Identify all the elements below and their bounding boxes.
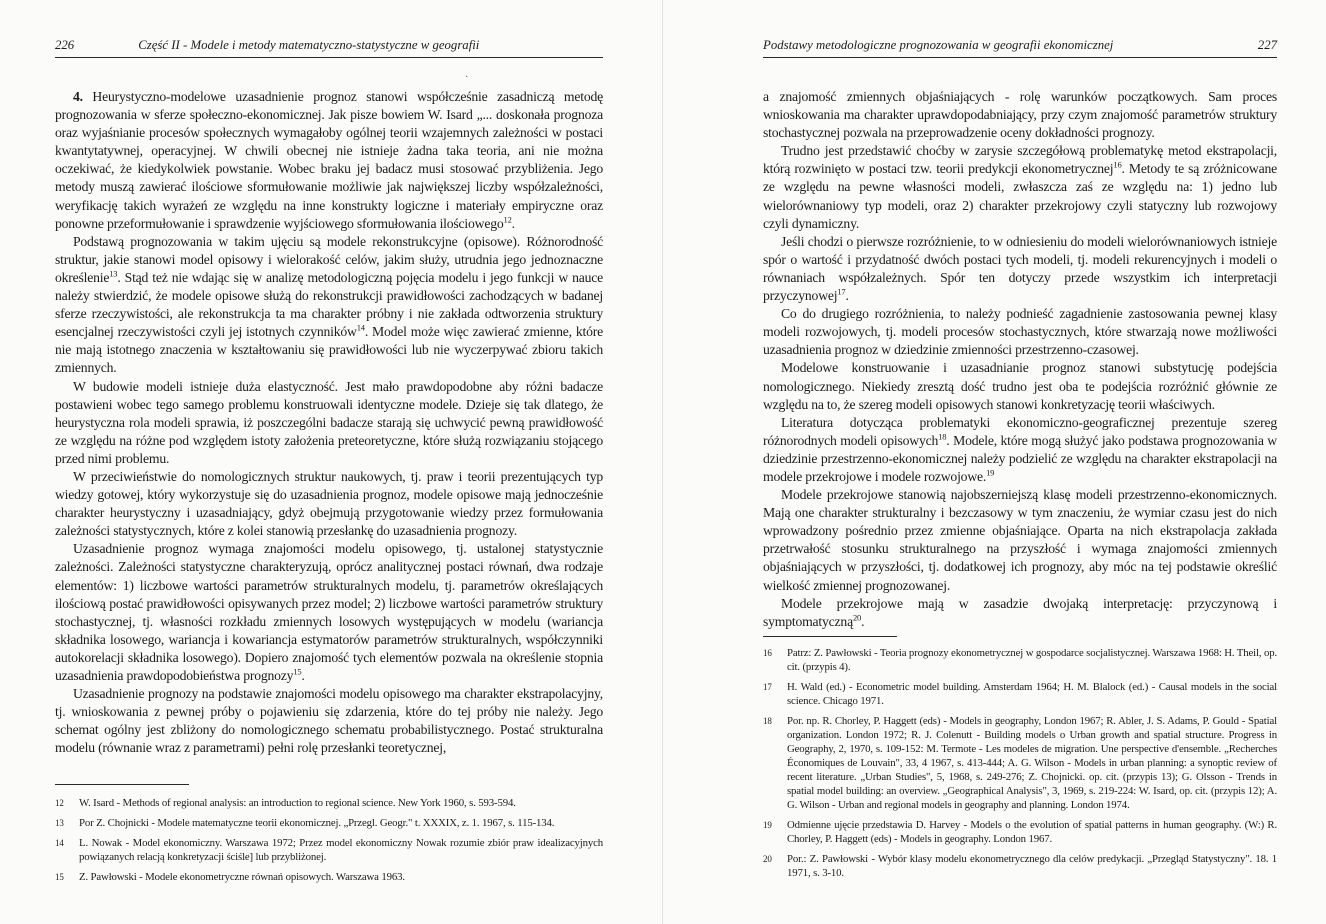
- footnote-ref[interactable]: 18: [938, 431, 947, 442]
- footnote-number: 16: [763, 648, 772, 658]
- footnote: [55, 870, 603, 884]
- footnote-text: H. Wald (ed.) - Econometric model building. Amsterdam 1964; H. M. Blalock (ed.) - Causal models in the social science. Chicago 1971.: [787, 681, 1277, 707]
- right-footnotes: [763, 646, 1277, 886]
- paragraph: Literatura dotycząca problematyki ekonomiczno-geograficznej prezentuje szereg różnorodnych modeli opisowych$^{18}$. Modele, które mogą służyć jako podstawa prognozowania w dziedzinie przestrzenno-ekonomicznej należy podzielić ze względu na charakter ekstrapolacji na modele przekrojowe i modele rozwojowe.$^{19}$: [763, 414, 1277, 484]
- paragraph: Trudno jest przedstawić choćby w zarysie szczegółową problematykę metod ekstrapolacji, którą rozwinięto w postaci tzw. teorii predykcji ekonometrycznej$^{16}$. Metody te są zróżnicowane ze względu na pewne własności modeli, zwłaszcza zaś ze względu na: 1) jedno lub wielorównaniowy typ modeli, oraz 2) charakter przekrojowy czyli statyczny lub rozwojowy czyli dynamiczny.: [763, 143, 1277, 231]
- left-footnotes: [55, 796, 603, 890]
- footnote-ref[interactable]: 20: [852, 612, 862, 623]
- footnote-ref[interactable]: 17: [837, 286, 846, 297]
- section-number: 4.: [73, 89, 93, 104]
- footnote-text: Z. Pawłowski - Modele ekonometryczne równań opisowych. Warszawa 1963.: [79, 871, 405, 883]
- footnote-ref[interactable]: 15: [293, 666, 302, 677]
- footnote-text: Por Z. Chojnicki - Modele matematyczne teorii ekonomicznej. „Przegl. Geogr." t. XXXIX, z. 1. 1967, s. 115-134.: [79, 817, 555, 829]
- footnote-text: L. Nowak - Model ekonomiczny. Warszawa 1972; Przez model ekonomiczny Nowak rozumie zbiór praw idealizacyjnych powiązanych relacją konkretyzacji ściśle] lub przybliżonej.: [79, 837, 603, 863]
- footnote-number: 12: [55, 798, 64, 808]
- right-body-text: [763, 88, 1277, 631]
- footnote-number: 19: [763, 820, 772, 830]
- footnote-text: Por.: Z. Pawłowski - Wybór klasy modelu ekonometrycznego dla celów predykacji. „Przegląd Statystyczny". 18. 1 1971, s. 3-10.: [787, 853, 1277, 879]
- left-footnote-rule: [55, 784, 189, 785]
- footnote: [55, 796, 603, 810]
- footnote: [55, 816, 603, 830]
- footnote: [763, 852, 1277, 880]
- footnote: [763, 714, 1277, 812]
- footnote-number: 17: [763, 682, 772, 692]
- paragraph: Co do drugiego rozróżnienia, to należy podnieść zagadnienie zastosowania pewnej klasy modeli rozwojowych, tj. modeli procesów stochastycznych, które stwarzają nowe możliwości uzasadnienia prognoz w dziedzinie zmienności przestrzenno-czasowej.: [763, 306, 1277, 358]
- footnote-ref[interactable]: 14: [356, 322, 365, 333]
- footnote-text: W. Isard - Methods of regional analysis: an introduction to regional science. New York 1960, s. 593-594.: [79, 797, 516, 809]
- footnote-ref[interactable]: 19: [986, 467, 995, 478]
- footnote: [763, 818, 1277, 846]
- paragraph: Jeśli chodzi o pierwsze rozróżnienie, to w odniesieniu do modeli wielorównaniowych istnieje spór o wartość i przydatność dwóch postaci tych modeli, tj. modeli rekurencyjnych i modeli o równaniach współzależnych. Spór ten dotyczy przede wszystkim ich interpretacji przyczynowej$^{17}$.: [763, 233, 1277, 304]
- paragraph: Uzasadnienie prognozy na podstawie znajomości modelu opisowego ma charakter ekstrapolacyjny, tj. wnioskowania z pewnej próby o pojawieniu się zdarzenia, które do tej próby nie należy. Jego schemat ogólny jest zbliżony do nomologicznego schematu probabilistycznego. Postać strukturalna modelu (równanie wraz z parametrami) pełni rolę przesłanki teoretycznej,: [55, 686, 603, 756]
- left-header-rule: [55, 57, 603, 58]
- paragraph: a znajomość zmiennych objaśniających - rolę warunków początkowych. Sam proces wnioskowania ma charakter uprawdopodabniający, przy czym znajomość parametrów struktury stochastycznej pozwala na przeprowadzenie oceny dokładności prognozy.: [763, 89, 1277, 141]
- right-page: [663, 0, 1326, 924]
- footnote-number: 14: [55, 838, 64, 848]
- footnote-number: 13: [55, 818, 64, 828]
- footnote-number: 15: [55, 872, 64, 882]
- paragraph: W przeciwieństwie do nomologicznych struktur naukowych, tj. praw i teorii prezentujących typ wiedzy gotowej, który wykorzystuje się do uzasadnienia prognoz, modele opisowe mają jednocześnie charakter heurystyczny i uzasadniający, gdyż obejmują przygotowanie wiedzy przez formułowania zależności statystycznych, które z kolei stanowią przesłankę do uzasadnienia prognozy.: [55, 468, 603, 539]
- paragraph: Uzasadnienie prognoz wymaga znajomości modelu opisowego, tj. ustalonej statystycznie zależności. Zależności statystyczne charakteryzują, oprócz analitycznej postaci równań, dwa rodzaje elementów: 1) liczbowe wartości parametrów strukturalnych modelu, tj. parametrów określających ilościową postać prawidłowości opisywanych przez model; 2) liczbowe wartości parametrów struktury stochastycznej, tj. własności rozkładu zmiennych losowych występujących w modelu (wariancja składnika losowego, wariancja i kowariancja estymatorów parametrów strukturalnych, współczynniki autokorelacji składnika losowego). Dopiero znajomość tych elementów pozwala na określenie stopnia uzasadnienia prawdopodobieństwa prognozy$^{15}$.: [55, 541, 603, 683]
- footnote-number: 20: [763, 854, 772, 864]
- footnote: [55, 836, 603, 864]
- footnote-text: Odmienne ujęcie przedstawia D. Harvey - Models o the evolution of spatial patterns in human geography. (W:) R. Chorley, P. Haggett (eds) - Models in geography. London 1967.: [787, 819, 1277, 845]
- right-running-header: [763, 38, 1277, 53]
- footnote-number: 18: [763, 716, 772, 726]
- footnote: [763, 646, 1277, 674]
- footnote-ref[interactable]: 16: [1113, 159, 1122, 170]
- paragraph: Modelowe konstruowanie i uzasadnianie prognoz stanowi substytucję podejścia nomologicznego. Niekiedy zresztą dość trudno jest oba te podejścia rozróżnić głównie ze względu na to, że szereg modeli opisowych stanowi konkretyzację teorii właściwych.: [763, 360, 1277, 412]
- paragraph: Modele przekrojowe stanowią najobszerniejszą klasę modeli przestrzenno-ekonomicznych. Mają one charakter strukturalny i bezczasowy w tym znaczeniu, że wymiar czasu jest do nich wprowadzony pośrednio przez zmienne objaśniające. Oparta na nich ekstrapolacja zakłada przetrwałość stosunku strukturalnego na przyszłość i wymaga znajomości zmiennych objaśniających w przyszłości, tj. dodatkowej ich prognozy, aby móc na tej podstawie określić wielkość zmiennej prognozowanej.: [763, 487, 1277, 593]
- footnote-ref[interactable]: 13: [109, 268, 118, 279]
- footnote-ref[interactable]: 12: [503, 214, 512, 225]
- left-body-text: [55, 88, 603, 757]
- left-running-header: [55, 38, 603, 53]
- paragraph: W budowie modeli istnieje duża elastyczność. Jest mało prawdopodobne aby różni badacze postawieni wobec tego samego problemu konstruowali identyczne modele. Dzieje się tak dlatego, że heurystyczna rola modeli sprawia, iż poszczególni badacze starają się uchwycić pewną prawidłowość ze względu na różne pod względem istoty założenia preteoretyczne, które służą rozwiązaniu stojącego przed nimi problemu.: [55, 378, 603, 466]
- paragraph: 4. Heurystyczno-modelowe uzasadnienie prognoz stanowi współcześnie zasadniczą metodę prognozowania w sferze społeczno-ekonomicznej. Jak pisze bowiem W. Isard „... doskonała prognoza oraz wyjaśnianie procesów społecznych wymagałoby ogólnej teorii wzajemnych zależności w postaci kwantytatywnej, operacyjnej. W chwili obecnej nie istnieje żadna taka teoria, ani nie można oczekiwać, że kiedykolwiek powstanie. Wobec braku jej badacz musi stosować przybliżenia. Jego metody muszą zawierać ilościowe sformułowanie możliwie jak największej liczby współzależności, weryfikację takich wyrażeń ze względu na inne konstrukty logiczne i materiały empiryczne oraz ponowne przeformułowanie i sprawdzenie wyjściowego sformułowania ilościowego$^{12}$.: [55, 89, 603, 231]
- paragraph: Podstawą prognozowania w takim ujęciu są modele rekonstrukcyjne (opisowe). Różnorodność struktur, jakie stanowi model opisowy i wielorakość celów, jakim służy, utrudnia jego jednoznaczne określenie$^{13}$. Stąd też nie wdając się w analizę metodologiczną pojęcia modelu i jego funkcji w nauce należy stwierdzić, że modele opisowe służą do rekonstrukcji prawidłowości zachodzących w badanej sferze rzeczywistości, ale rekonstrukcja ta ma charakter próbny i nie zakłada odtworzenia struktury esencjalnej rzeczywistości czyli jej istotnych czynników$^{14}$. Model może więc zawierać zmienne, które nie mają istotnego znaczenia w kształtowaniu się prawidłowości lub nie wyczerpywać zbioru takich zmiennych.: [55, 233, 603, 376]
- footnote-text: Patrz: Z. Pawłowski - Teoria prognozy ekonometrycznej w gospodarce socjalistycznej. Warszawa 1968: H. Theil, op. cit. (przypis 4).: [787, 647, 1277, 673]
- right-header-rule: [763, 57, 1277, 58]
- footnote-text: Por. np. R. Chorley, P. Haggett (eds) - Models in geography, London 1967; R. Abler, J. S. Adams, P. Gould - Spatial organization. London 1972; R. J. Colenutt - Building models o Urban growth and spatial structure. Progress in Geography, 2, 1970, s. 109-152: M. Termote - Les modeles de migration. Une perspective d'ensemble. „Recherches Économiques de Louvain", 33, 4 1967, s. 413-444; A. G. Wilson - Models in urban planning: a synoptic review of recent literature. „Urban Studies", 5, 1968, s. 249-276; Z. Chojnicki. op. cit. (przypis 13); G. Olsson - Trends in spatial model building: an overview. „Geographical Analysis", 3, 1969, s. 219-224: W. Isard, op. cit. (przypis 12); A. G. Wilson - Urban and regional models in geography and planning. London 1974.: [787, 715, 1277, 811]
- footnote: [763, 680, 1277, 708]
- left-page-number: 226: [55, 38, 75, 52]
- right-page-number: 227: [1257, 38, 1277, 52]
- right-footnote-rule: [763, 636, 897, 637]
- paragraph: Modele przekrojowe mają w zasadzie dwojaką interpretację: przyczynową i symptomatyczną$^{20}$.: [763, 595, 1277, 629]
- left-running-head: Część II - Modele i metody matematyczno-statystyczne w geografii: [138, 38, 480, 52]
- scan-speck: ·: [465, 72, 469, 83]
- right-running-head: Podstawy metodologiczne prognozowania w geografii ekonomicznej: [763, 38, 1114, 52]
